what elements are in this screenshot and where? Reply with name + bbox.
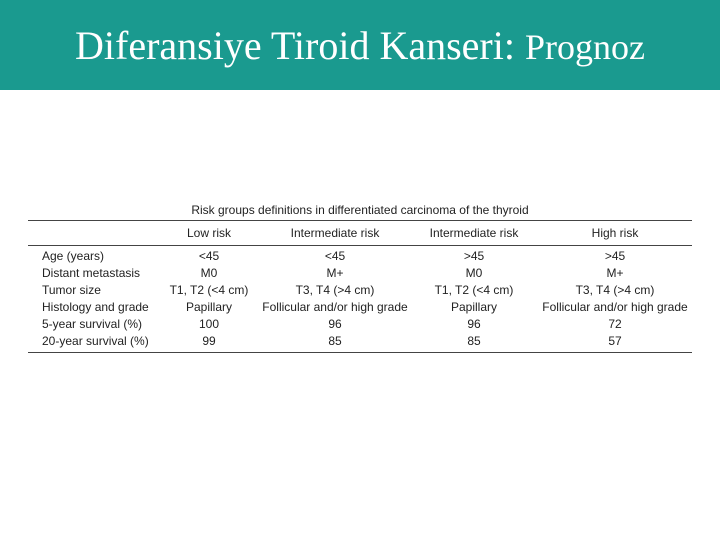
table-cell: 57 — [608, 334, 622, 348]
row-label: 20-year survival (%) — [42, 334, 149, 348]
table-cell: 100 — [198, 317, 220, 331]
table-cell: >45 — [604, 249, 626, 263]
table-cell: 96 — [328, 317, 342, 331]
table-header-row — [28, 221, 692, 246]
slide-title-sub: Prognoz — [524, 27, 645, 67]
table-cell: M0 — [200, 266, 218, 280]
table-row — [28, 316, 692, 333]
row-label: 5-year survival (%) — [42, 317, 143, 331]
column-header-high-risk: High risk — [538, 221, 692, 246]
table-cell: T3, T4 (>4 cm) — [295, 283, 375, 297]
table-cell: 96 — [467, 317, 481, 331]
table-bottom-rule — [28, 352, 692, 353]
table-cell: M0 — [465, 266, 483, 280]
row-label: Distant metastasis — [42, 266, 141, 280]
risk-groups-table — [28, 221, 692, 350]
table-cell: Papillary — [185, 300, 233, 314]
table-cell: 85 — [328, 334, 342, 348]
table-cell: 99 — [202, 334, 216, 348]
row-label: Age (years) — [42, 249, 105, 263]
title-bar — [0, 0, 720, 90]
column-header-low-risk: Low risk — [158, 221, 260, 246]
table-row — [28, 299, 692, 316]
table-caption: Risk groups definitions in differentiated carcinoma of the thyroid — [191, 203, 529, 217]
table-cell: M+ — [326, 266, 344, 280]
table-cell: <45 — [324, 249, 346, 263]
column-header-intermediate-risk: Intermediate risk — [260, 221, 410, 246]
column-header-intermediate-risk-2: Intermediate risk — [410, 221, 538, 246]
row-label: Histology and grade — [42, 300, 149, 314]
table-row — [28, 282, 692, 299]
row-label: Tumor size — [42, 283, 101, 297]
table-row — [28, 333, 692, 350]
table-cell: M+ — [606, 266, 624, 280]
table-cell: 85 — [467, 334, 481, 348]
table-cell: T1, T2 (<4 cm) — [169, 283, 249, 297]
slide-title — [0, 20, 720, 73]
table-cell: <45 — [198, 249, 220, 263]
risk-table-figure — [28, 200, 692, 353]
table-row — [28, 246, 692, 266]
table-cell: >45 — [463, 249, 485, 263]
table-row — [28, 265, 692, 282]
table-cell: Follicular and/or high grade — [262, 300, 408, 314]
table-cell: Follicular and/or high grade — [542, 300, 688, 314]
table-cell: 72 — [608, 317, 622, 331]
table-cell: T1, T2 (<4 cm) — [434, 283, 514, 297]
table-cell: Papillary — [450, 300, 498, 314]
column-header — [28, 221, 158, 246]
table-cell: T3, T4 (>4 cm) — [575, 283, 655, 297]
slide-title-main: Diferansiye Tiroid Kanseri: — [75, 23, 515, 68]
